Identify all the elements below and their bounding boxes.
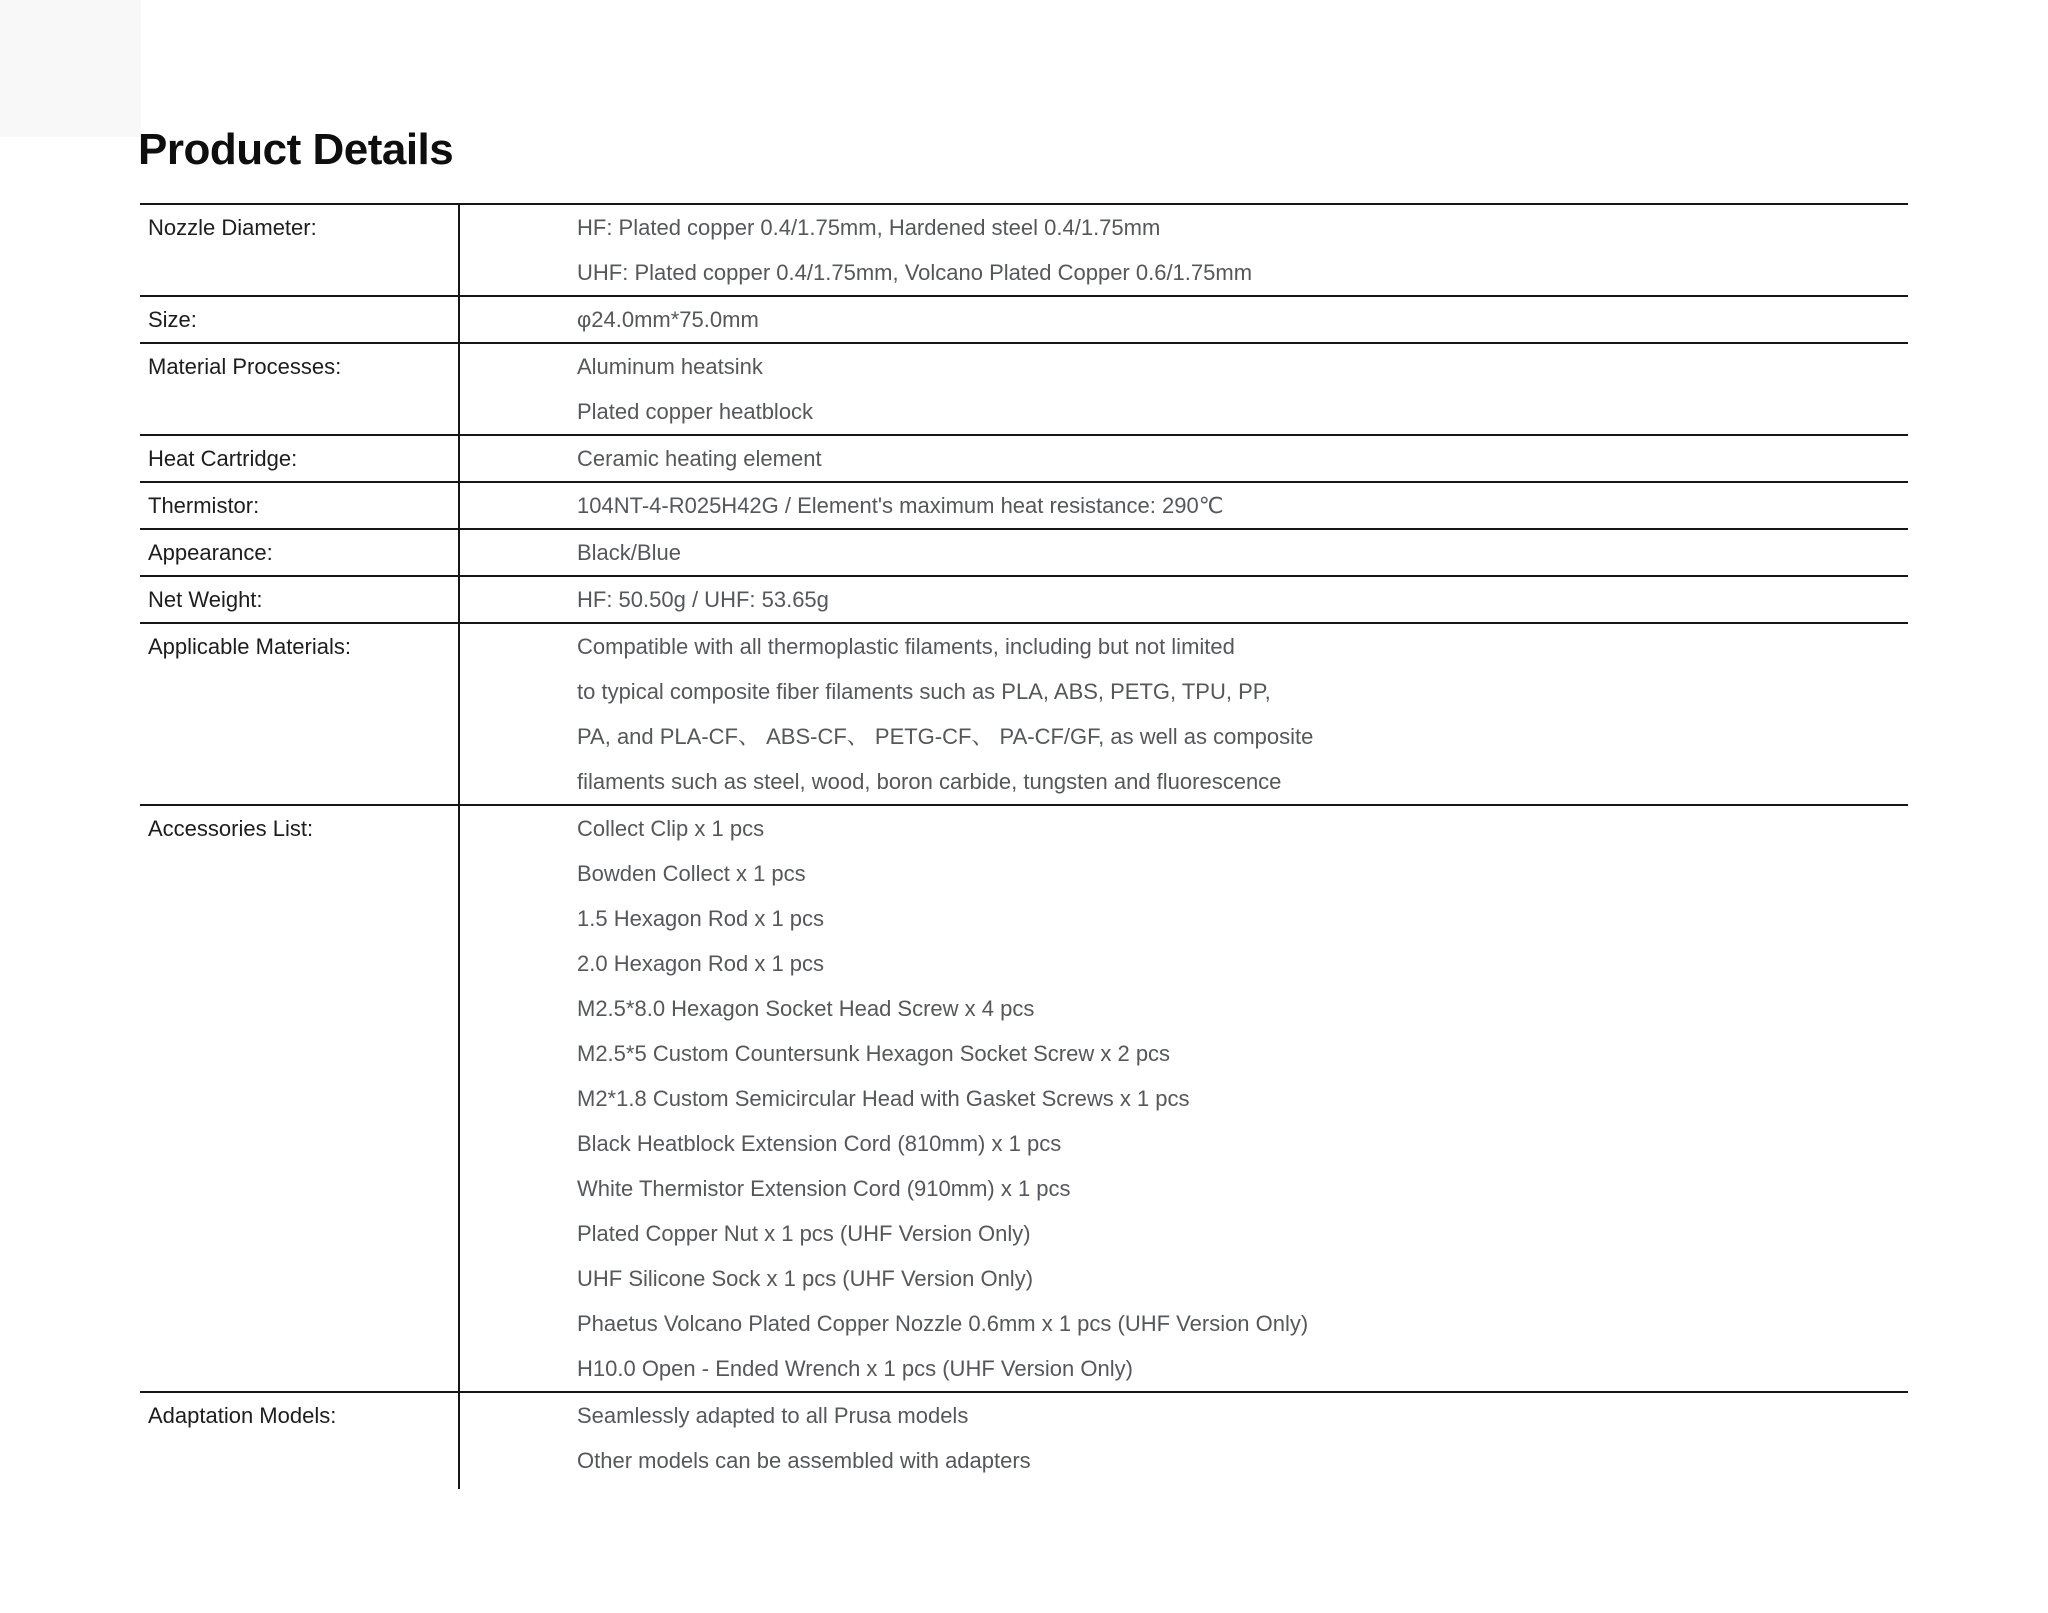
- spec-value: [460, 624, 1908, 804]
- corner-watermark-block: [0, 0, 141, 137]
- spec-value-line: PA, and PLA-CF、 ABS-CF、 PETG-CF、 PA-CF/GF, as well as composite: [577, 724, 1314, 749]
- spec-label: Applicable Materials:: [140, 624, 460, 804]
- spec-value-line: Compatible with all thermoplastic filaments, including but not limited: [577, 634, 1235, 659]
- spec-row: [140, 434, 1908, 481]
- spec-value: [460, 297, 1908, 342]
- spec-value-line: 104NT-4-R025H42G / Element's maximum heat resistance: 290℃: [577, 493, 1224, 518]
- spec-label: Heat Cartridge:: [140, 436, 460, 481]
- spec-value-line: 2.0 Hexagon Rod x 1 pcs: [577, 951, 825, 976]
- spec-value: [460, 806, 1908, 1391]
- spec-value-line: HF: 50.50g / UHF: 53.65g: [577, 587, 829, 612]
- spec-value: [460, 205, 1908, 295]
- spec-value: [460, 1393, 1908, 1489]
- spec-value-line: Black/Blue: [577, 540, 681, 565]
- spec-value-line: UHF: Plated copper 0.4/1.75mm, Volcano Plated Copper 0.6/1.75mm: [577, 260, 1253, 285]
- spec-value-line: Aluminum heatsink: [577, 354, 763, 379]
- spec-value-line: M2*1.8 Custom Semicircular Head with Gasket Screws x 1 pcs: [577, 1086, 1190, 1111]
- spec-row: [140, 804, 1908, 1391]
- spec-value-line: Other models can be assembled with adapters: [577, 1448, 1031, 1473]
- spec-value-line: 1.5 Hexagon Rod x 1 pcs: [577, 906, 825, 931]
- spec-value-line: Collect Clip x 1 pcs: [577, 816, 765, 841]
- spec-row: [140, 481, 1908, 528]
- spec-value-line: M2.5*8.0 Hexagon Socket Head Screw x 4 pcs: [577, 996, 1035, 1021]
- spec-row: [140, 528, 1908, 575]
- spec-row: [140, 203, 1908, 295]
- spec-row: [140, 342, 1908, 434]
- spec-label: Size:: [140, 297, 460, 342]
- spec-label: Nozzle Diameter:: [140, 205, 460, 295]
- spec-value-line: Ceramic heating element: [577, 446, 822, 471]
- spec-value-line: filaments such as steel, wood, boron carbide, tungsten and fluorescence: [577, 769, 1282, 794]
- spec-label: Thermistor:: [140, 483, 460, 528]
- spec-value: [460, 530, 1908, 575]
- spec-label: Adaptation Models:: [140, 1393, 460, 1489]
- spec-value: [460, 483, 1908, 528]
- spec-value: [460, 436, 1908, 481]
- page-title: Product Details: [138, 125, 454, 174]
- spec-row: [140, 1391, 1908, 1489]
- spec-value-line: Seamlessly adapted to all Prusa models: [577, 1403, 969, 1428]
- spec-value-line: H10.0 Open - Ended Wrench x 1 pcs (UHF Version Only): [577, 1356, 1133, 1381]
- spec-row: [140, 295, 1908, 342]
- spec-label: Appearance:: [140, 530, 460, 575]
- spec-value-line: φ24.0mm*75.0mm: [577, 307, 759, 332]
- spec-row: [140, 622, 1908, 804]
- spec-value-line: Phaetus Volcano Plated Copper Nozzle 0.6mm x 1 pcs (UHF Version Only): [577, 1311, 1309, 1336]
- spec-value-line: UHF Silicone Sock x 1 pcs (UHF Version Only): [577, 1266, 1034, 1291]
- spec-value-line: Plated copper heatblock: [577, 399, 814, 424]
- spec-value-line: Bowden Collect x 1 pcs: [577, 861, 806, 886]
- spec-value-line: HF: Plated copper 0.4/1.75mm, Hardened steel 0.4/1.75mm: [577, 215, 1161, 240]
- spec-row: [140, 575, 1908, 622]
- spec-label: Accessories List:: [140, 806, 460, 1391]
- product-details-table: [140, 203, 1908, 1489]
- spec-label: Net Weight:: [140, 577, 460, 622]
- spec-value-line: Plated Copper Nut x 1 pcs (UHF Version Only): [577, 1221, 1031, 1246]
- spec-value-line: M2.5*5 Custom Countersunk Hexagon Socket Screw x 2 pcs: [577, 1041, 1171, 1066]
- spec-value: [460, 344, 1908, 434]
- spec-value-line: White Thermistor Extension Cord (910mm) x 1 pcs: [577, 1176, 1071, 1201]
- spec-value-line: to typical composite fiber filaments such as PLA, ABS, PETG, TPU, PP,: [577, 679, 1271, 704]
- spec-value-line: Black Heatblock Extension Cord (810mm) x 1 pcs: [577, 1131, 1062, 1156]
- spec-value: [460, 577, 1908, 622]
- spec-label: Material Processes:: [140, 344, 460, 434]
